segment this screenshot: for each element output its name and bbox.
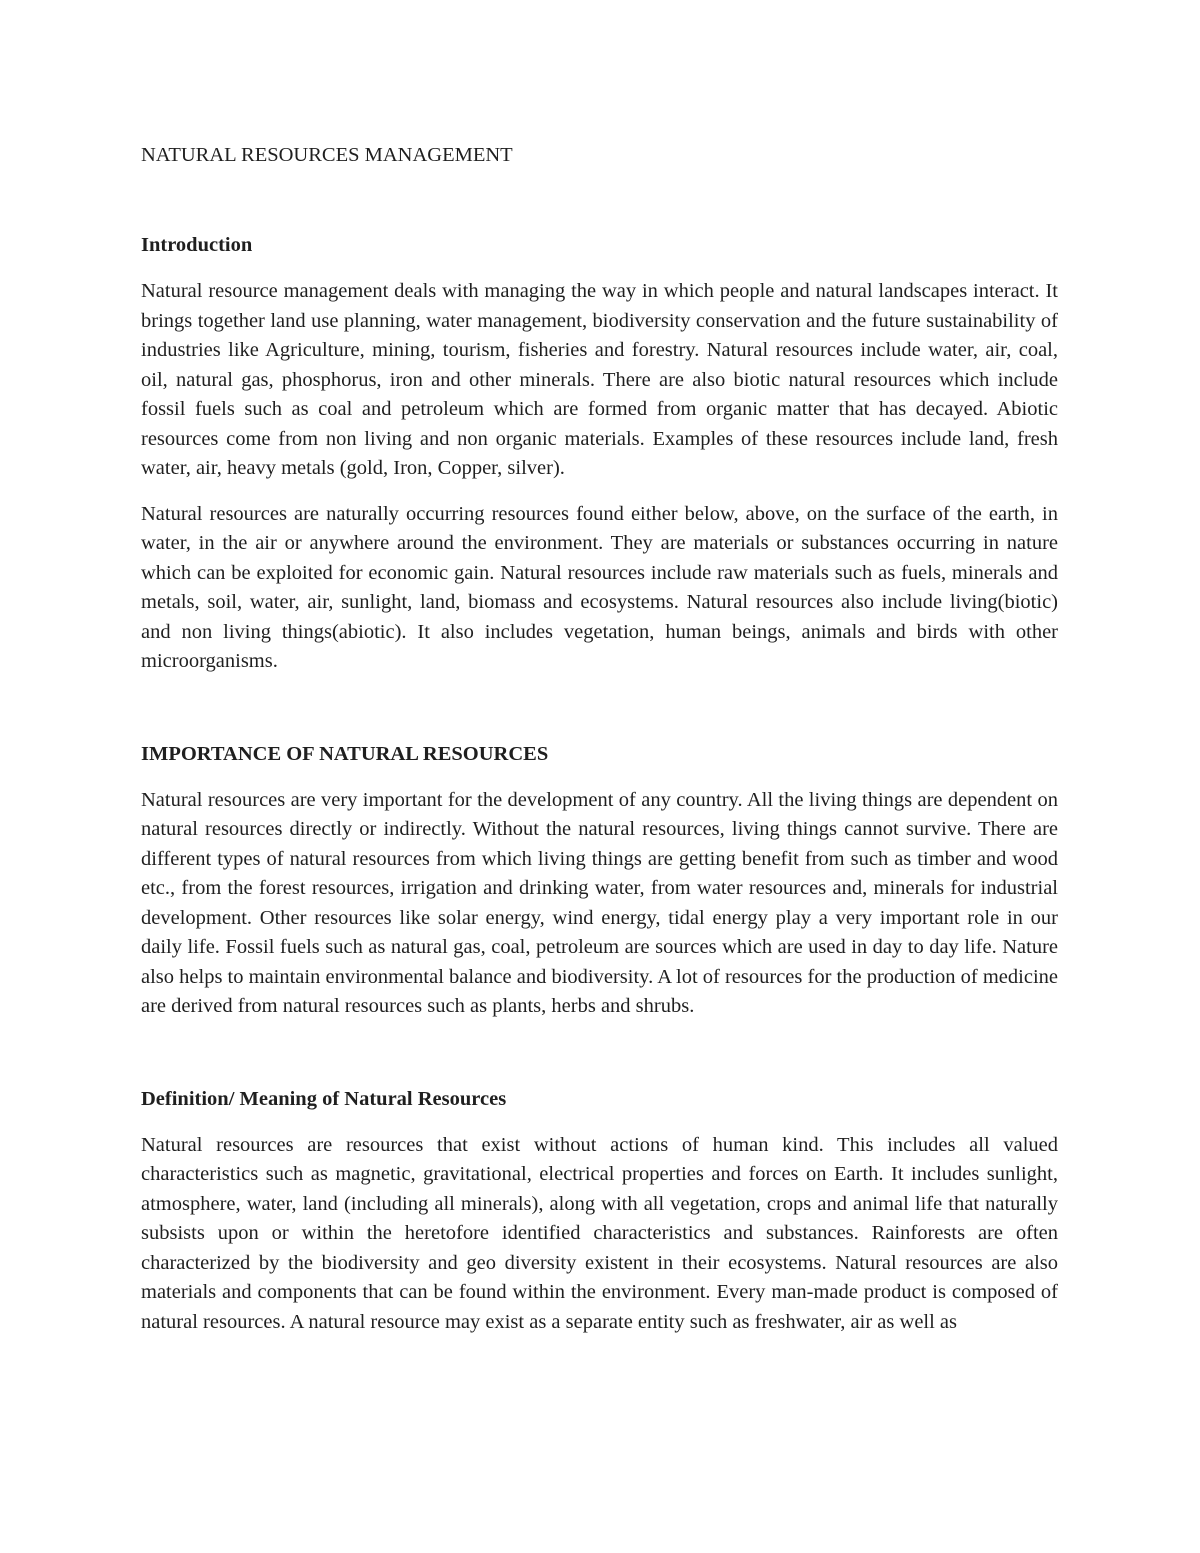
section-heading: IMPORTANCE OF NATURAL RESOURCES xyxy=(141,742,549,765)
section-definition xyxy=(141,1084,1058,1338)
document-page xyxy=(141,140,1058,1337)
section-heading: Definition/ Meaning of Natural Resources xyxy=(141,1087,507,1110)
section-importance xyxy=(141,739,1058,1022)
paragraph: Natural resources are resources that exist without actions of human kind. This includes all valued characteristics such as magnetic, gravitational, electrical properties and forces on Earth. It includes sunlight, atmosphere, water, land (including all minerals), along with all vegetation, crops and animal life that naturally subsists upon or within the heretofore identified characteristics and substances. Rainforests are often characterized by the biodiversity and geo diversity existent in their ecosystems. Natural resources are also materials and components that can be found within the environment. Every man-made product is composed of natural resources. A natural resource may exist as a separate entity such as freshwater, air as well as xyxy=(141,1133,1058,1333)
paragraph: Natural resources are naturally occurring resources found either below, above, on the surface of the earth, in water, in the air or anywhere around the environment. They are materials or substances occurring in nature which can be exploited for economic gain. Natural resources include raw materials such as fuels, minerals and metals, soil, water, air, sunlight, land, biomass and ecosystems. Natural resources also include living(biotic) and non living things(abiotic). It also includes vegetation, human beings, animals and birds with other microorganisms. xyxy=(141,502,1058,672)
paragraph: Natural resources are very important for the development of any country. All the living things are dependent on natural resources directly or indirectly. Without the natural resources, living things cannot survive. There are different types of natural resources from which living things are getting benefit from such as timber and wood etc., from the forest resources, irrigation and drinking water, from water resources and, minerals for industrial development. Other resources like solar energy, wind energy, tidal energy play a very important role in our daily life. Fossil fuels such as natural gas, coal, petroleum are sources which are used in day to day life. Nature also helps to maintain environmental balance and biodiversity. A lot of resources for the production of medicine are derived from natural resources such as plants, herbs and shrubs. xyxy=(141,788,1058,1017)
section-introduction xyxy=(141,230,1058,677)
document-title: NATURAL RESOURCES MANAGEMENT xyxy=(141,144,513,166)
section-heading: Introduction xyxy=(141,234,253,256)
spacer xyxy=(141,170,1058,230)
paragraph: Natural resource management deals with managing the way in which people and natural landscapes interact. It brings together land use planning, water management, biodiversity conservation and the future sustainability of industries like Agriculture, mining, tourism, fisheries and forestry. Natural resources include water, air, coal, oil, natural gas, phosphorus, iron and other minerals. There are also biotic natural resources which include fossil fuels such as coal and petroleum which are formed from organic matter that has decayed. Abiotic resources come from non living and non organic materials. Examples of these resources include land, fresh water, air, heavy metals (gold, Iron, Copper, silver). xyxy=(141,280,1058,479)
